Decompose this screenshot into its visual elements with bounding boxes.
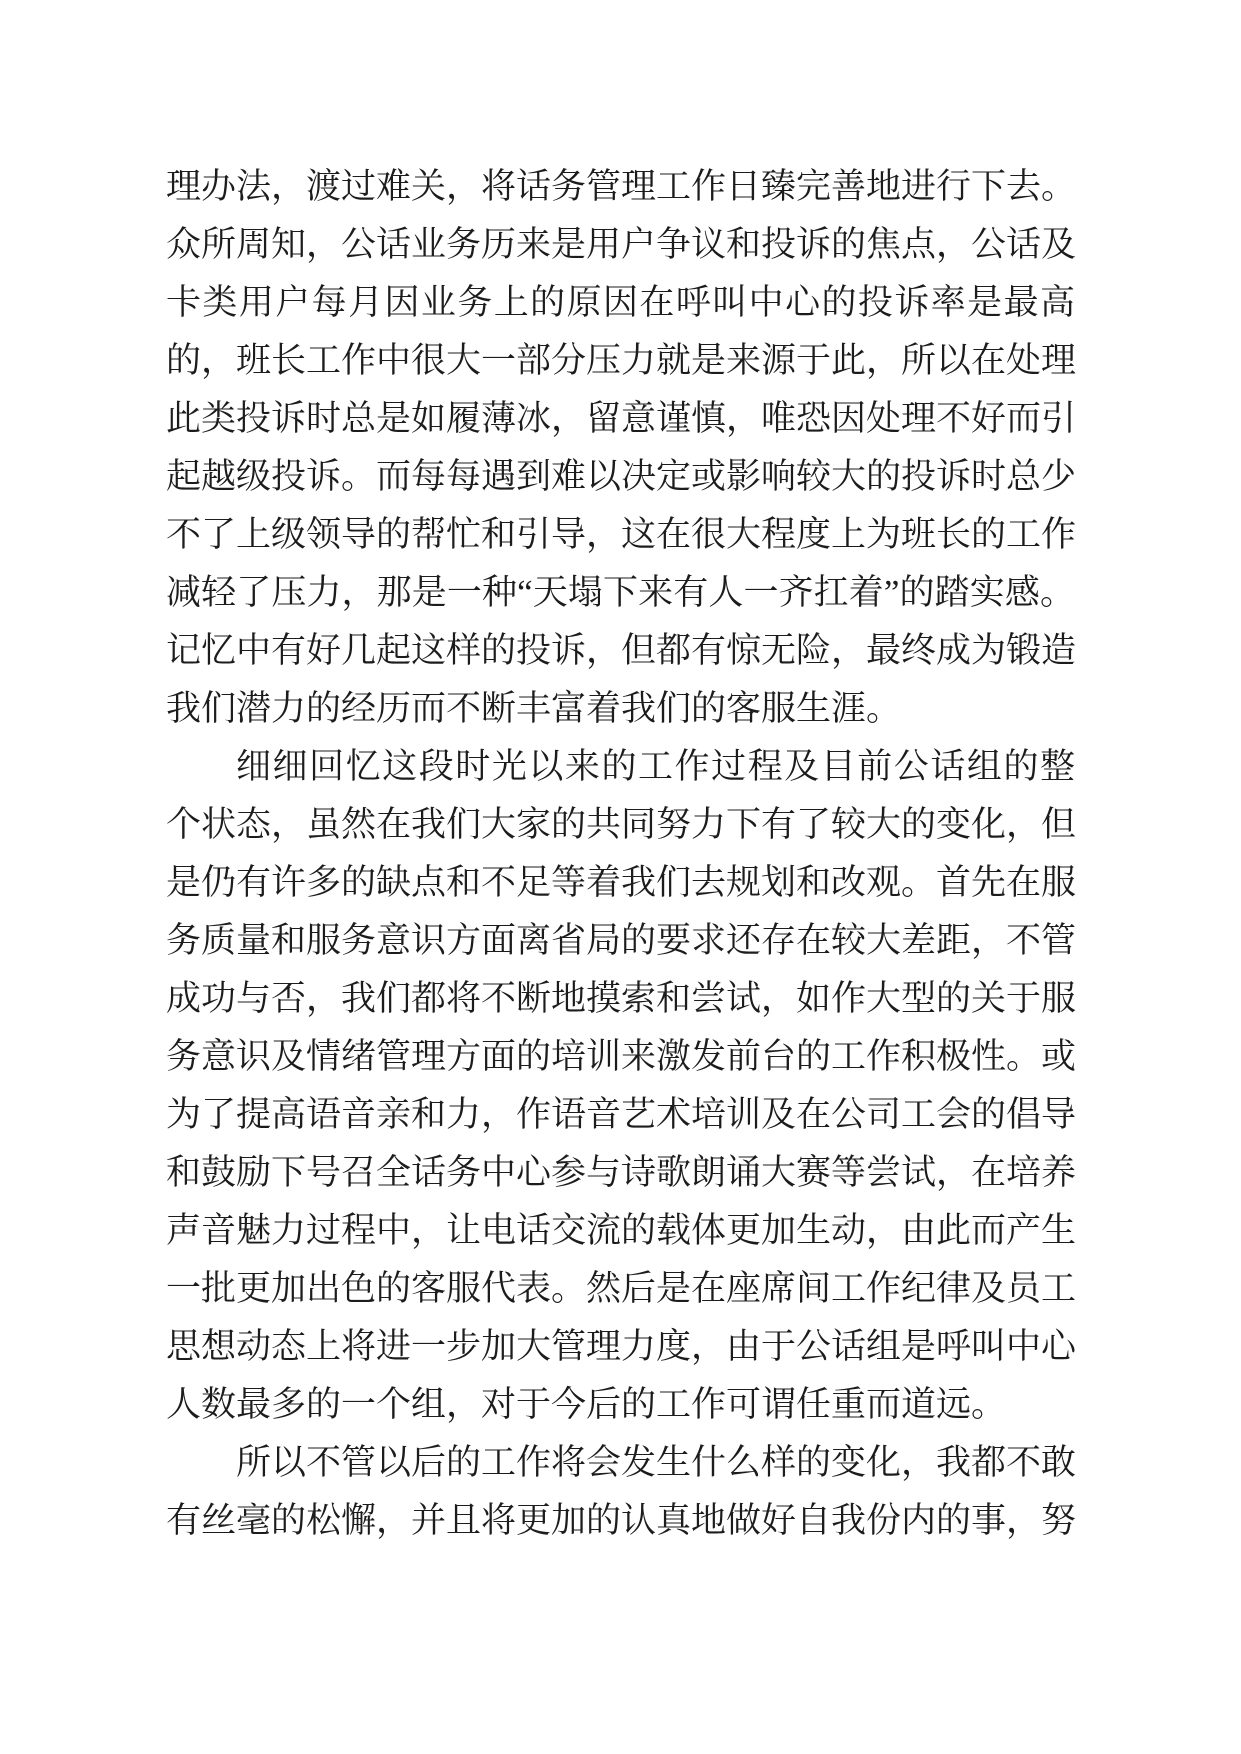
text-line: 务质量和服务意识方面离省局的要求还存在较大差距，不管 [166,921,1077,960]
text-line: 思想动态上将进一步加大管理力度，由于公话组是呼叫中心 [166,1327,1077,1366]
text-line: 为了提高语音亲和力，作语音艺术培训及在公司工会的倡导 [166,1095,1077,1134]
text-line: 一批更加出色的客服代表。然后是在座席间工作纪律及员工 [166,1269,1077,1308]
text-line: 我们潜力的经历而不断丰富着我们的客服生涯。 [166,689,902,728]
text-line: 有丝毫的松懈，并且将更加的认真地做好自我份内的事，努 [166,1501,1077,1540]
text-line: 减轻了压力，那是一种“天塌下来有人一齐扛着”的踏实感。 [166,573,1075,612]
text-line: 记忆中有好几起这样的投诉，但都有惊无险，最终成为锻造 [166,631,1077,670]
text-line: 细细回忆这段时光以来的工作过程及目前公话组的整 [236,747,1075,786]
text-line: 务意识及情绪管理方面的培训来激发前台的工作积极性。或 [166,1037,1077,1076]
text-line: 起越级投诉。而每每遇到难以决定或影响较大的投诉时总少 [166,457,1077,496]
text-line: 的，班长工作中很大一部分压力就是来源于此，所以在处理 [166,341,1077,380]
text-line: 所以不管以后的工作将会发生什么样的变化，我都不敢 [236,1443,1077,1482]
text-line: 人数最多的一个组，对于今后的工作可谓任重而道远。 [166,1385,1007,1424]
text-line: 卡类用户每月因业务上的原因在呼叫中心的投诉率是最高 [166,283,1075,322]
text-line: 成功与否，我们都将不断地摸索和尝试，如作大型的关于服 [166,979,1077,1018]
text-line: 理办法，渡过难关，将话务管理工作日臻完善地进行下去。 [166,167,1077,206]
text-line: 不了上级领导的帮忙和引导，这在很大程度上为班长的工作 [166,515,1077,554]
text-line: 此类投诉时总是如履薄冰，留意谨慎，唯恐因处理不好而引 [166,399,1077,438]
text-line: 是仍有许多的缺点和不足等着我们去规划和改观。首先在服 [166,863,1077,902]
document-body-text [166,158,1075,1550]
text-line: 个状态，虽然在我们大家的共同努力下有了较大的变化，但 [166,805,1077,844]
text-line: 声音魅力过程中，让电话交流的载体更加生动，由此而产生 [166,1211,1077,1250]
text-line: 众所周知，公话业务历来是用户争议和投诉的焦点，公话及 [166,225,1077,264]
text-line: 和鼓励下号召全话务中心参与诗歌朗诵大赛等尝试，在培养 [166,1153,1077,1192]
